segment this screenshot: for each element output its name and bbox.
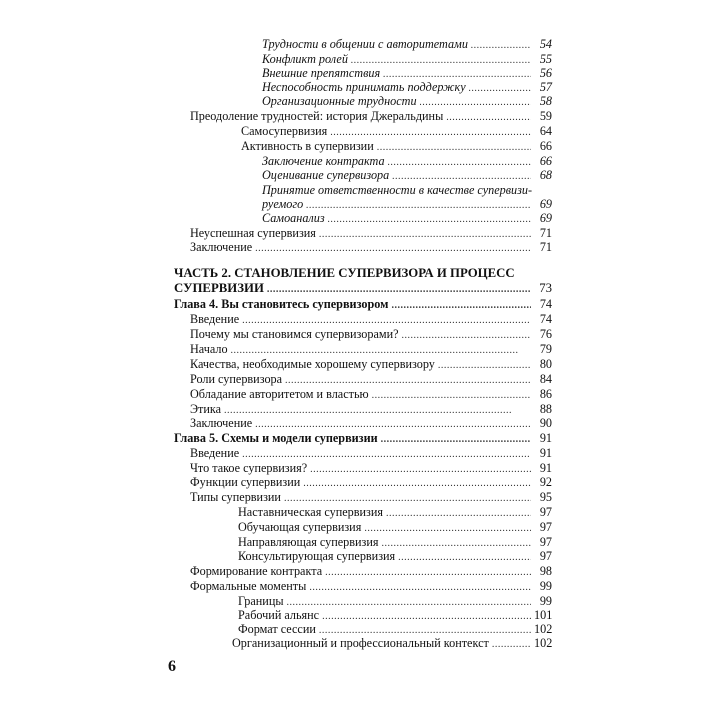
toc-entry: Внешние препятствия . . . 56 <box>262 66 552 82</box>
leader-dots <box>255 242 531 256</box>
toc-entry: Границы . . . 99 <box>238 594 552 610</box>
toc-entry: Заключение . . . 90 <box>190 416 552 432</box>
leader-dots <box>391 299 531 313</box>
leader-dots <box>392 170 531 184</box>
toc-entry: Введение . . . 91 <box>190 446 552 462</box>
toc-entry: Начало . . . 79 <box>190 342 552 358</box>
toc-entry: Формат сессии . . . 102 <box>238 622 552 638</box>
toc-entry: Организационный и профессиональный контекст . . . 102 <box>232 636 552 652</box>
toc-entry: Формальные моменты . . . 99 <box>190 579 552 595</box>
toc-entry: Организационные трудности . . . 58 <box>262 94 552 110</box>
leader-dots <box>330 126 531 140</box>
toc-entry: Самосупервизия . . . 64 <box>241 124 552 140</box>
toc-entry: Качества, необходимые хорошему супервизору . . . 80 <box>190 357 552 373</box>
page-number: 6 <box>168 658 176 675</box>
toc-entry: Конфликт ролей . . . 55 <box>262 52 552 68</box>
leader-dots <box>284 492 531 506</box>
leader-dots <box>398 551 531 565</box>
toc-entry: Рабочий альянс . . . 101 <box>238 608 552 624</box>
toc-entry: Принятие ответственности в качестве супервизи- <box>262 183 533 197</box>
leader-dots <box>492 638 531 652</box>
toc-entry: Консультирующая супервизия . . . 97 <box>238 549 552 565</box>
leader-dots <box>242 448 531 462</box>
part-heading-line1: ЧАСТЬ 2. СТАНОВЛЕНИЕ СУПЕРВИЗОРА И ПРОЦЕСС <box>174 266 515 280</box>
toc-entry: Почему мы становимся супервизорами? . . . 76 <box>190 327 552 343</box>
toc-entry: Заключение . . . 71 <box>190 240 552 256</box>
toc-entry: Активность в супервизии . . . 66 <box>241 139 552 155</box>
leader-dots <box>372 389 531 403</box>
toc-entry: Неспособность принимать поддержку . . . 57 <box>262 80 552 96</box>
leader-dots <box>381 433 531 447</box>
toc-entry: Оценивание супервизора . . . 68 <box>262 168 552 184</box>
toc-entry: Что такое супервизия? . . . 91 <box>190 461 552 477</box>
toc-entry: Преодоление трудностей: история Джеральдины . . . 59 <box>190 109 552 125</box>
leader-dots <box>255 418 531 432</box>
leader-dots <box>438 359 531 373</box>
toc-entry: Введение . . . 74 <box>190 312 552 328</box>
part-heading <box>174 266 550 281</box>
leader-dots <box>325 566 531 580</box>
toc-entry: Роли супервизора . . . 84 <box>190 372 552 388</box>
toc-entry: Обучающая супервизия . . . 97 <box>238 520 552 536</box>
toc-chapter: Глава 4. Вы становитесь супервизором . . . 74 <box>174 297 552 313</box>
leader-dots <box>231 344 531 358</box>
toc-entry: Заключение контракта . . . 66 <box>262 154 552 170</box>
leader-dots <box>309 581 531 595</box>
leader-dots <box>471 39 531 53</box>
leader-dots <box>377 141 531 155</box>
toc-entry: СУПЕРВИЗИИ . . . 73 <box>174 281 552 297</box>
toc-entry: Самоанализ . . . 69 <box>262 211 552 227</box>
toc-entry: Этика . . . 88 <box>190 402 552 418</box>
leader-dots <box>386 507 531 521</box>
toc-entry: Формирование контракта . . . 98 <box>190 564 552 580</box>
toc-entry: руемого . . . 69 <box>262 197 552 213</box>
leader-dots <box>303 477 531 491</box>
toc-entry: Функции супервизии . . . 92 <box>190 475 552 491</box>
toc-entry: Обладание авторитетом и властью . . . 86 <box>190 387 552 403</box>
leader-dots <box>402 329 531 343</box>
leader-dots <box>242 314 531 328</box>
toc-entry: Типы супервизии . . . 95 <box>190 490 552 506</box>
toc-entry: Трудности в общении с авторитетами . . . 54 <box>262 37 552 53</box>
leader-dots <box>364 522 531 536</box>
leader-dots <box>267 283 531 297</box>
toc-chapter: Глава 5. Схемы и модели супервизии . . . 91 <box>174 431 552 447</box>
leader-dots <box>446 111 531 125</box>
toc-entry: Наставническая супервизия . . . 97 <box>238 505 552 521</box>
leader-dots <box>285 374 531 388</box>
toc-entry: Направляющая супервизия . . . 97 <box>238 535 552 551</box>
leader-dots <box>420 96 531 110</box>
toc-entry: Неуспешная супервизия . . . 71 <box>190 226 552 242</box>
leader-dots <box>328 213 531 227</box>
